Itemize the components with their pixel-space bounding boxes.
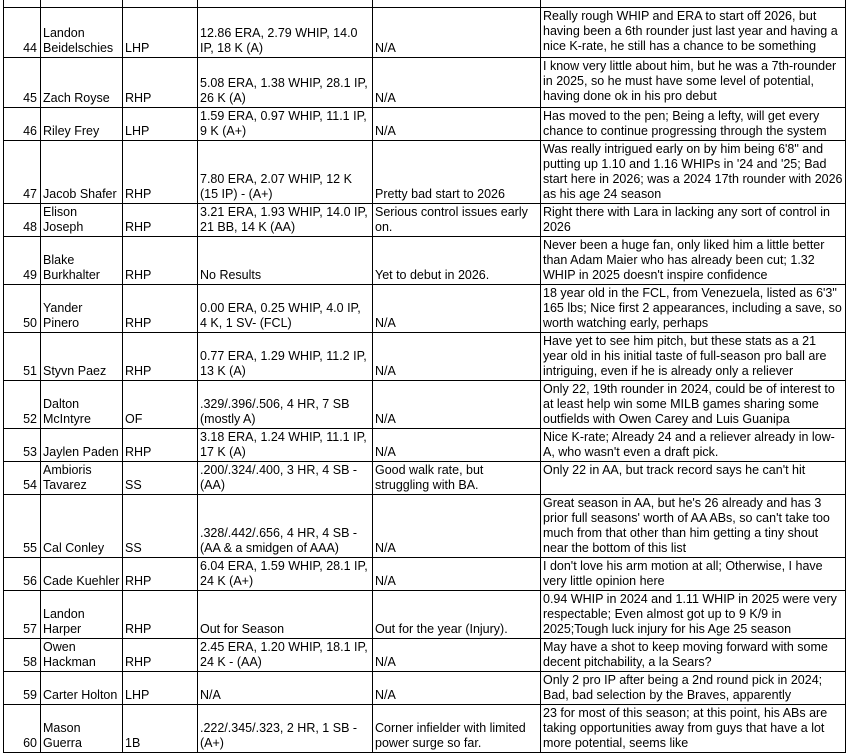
row-number-cell[interactable]: 44 [4, 8, 41, 58]
stats-cell[interactable] [198, 0, 373, 8]
stats-cell[interactable]: 0.77 ERA, 1.29 WHIP, 11.2 IP, 13 K (A) [198, 333, 373, 381]
flag-cell[interactable]: N/A [373, 333, 541, 381]
notes-cell[interactable]: Only 22, 19th rounder in 2024, could be of interest to at least help win some MILB games sharing some outfields with Owen Carey and Luis Guanipa [541, 381, 846, 429]
row-number-cell[interactable]: 58 [4, 639, 41, 672]
position-cell[interactable]: RHP [123, 204, 198, 237]
player-name-cell[interactable]: Ambioris Tavarez [41, 462, 123, 495]
table-row [4, 639, 846, 672]
position-cell[interactable]: LHP [123, 8, 198, 58]
stats-cell[interactable]: 7.80 ERA, 2.07 WHIP, 12 K (15 IP) - (A+) [198, 141, 373, 204]
table-row [4, 672, 846, 705]
table-row [4, 58, 846, 108]
table-row [4, 495, 846, 558]
table-row [4, 558, 846, 591]
stats-cell[interactable]: Out for Season [198, 591, 373, 639]
table-row-top-cut [4, 0, 846, 8]
notes-cell[interactable]: Have yet to see him pitch, but these stats as a 21 year old in his initial taste of full-season pro ball are intriguing, even if he is already only a reliever [541, 333, 846, 381]
player-name-cell[interactable]: Mason Guerra [41, 705, 123, 753]
position-cell[interactable] [123, 0, 198, 8]
player-name-cell[interactable]: Dalton McIntyre [41, 381, 123, 429]
table-row [4, 8, 846, 58]
stats-cell[interactable]: 0.00 ERA, 0.25 WHIP, 4.0 IP, 4 K, 1 SV- (FCL) [198, 285, 373, 333]
row-number-cell[interactable]: 46 [4, 108, 41, 141]
player-name-cell[interactable]: Jaylen Paden [41, 429, 123, 462]
player-name-cell[interactable]: Zach Royse [41, 58, 123, 108]
player-name-cell[interactable]: Owen Hackman [41, 639, 123, 672]
notes-cell[interactable]: Nice K-rate; Already 24 and a reliever already in low-A, who wasn't even a draft pick. [541, 429, 846, 462]
flag-cell[interactable]: N/A [373, 285, 541, 333]
notes-cell[interactable] [541, 0, 846, 8]
notes-cell[interactable]: Only 22 in AA, but track record says he can't hit [541, 462, 846, 495]
position-cell[interactable]: LHP [123, 108, 198, 141]
stats-cell[interactable]: .328/.442/.656, 4 HR, 4 SB - (AA & a smidgen of AAA) [198, 495, 373, 558]
notes-cell[interactable]: Really rough WHIP and ERA to start off 2026, but having been a 6th rounder just last year and having a nice K-rate, he still has a chance to be something [541, 8, 846, 58]
position-cell[interactable]: OF [123, 381, 198, 429]
row-number-cell[interactable]: 45 [4, 58, 41, 108]
row-number-cell[interactable]: 49 [4, 237, 41, 285]
position-cell[interactable]: RHP [123, 429, 198, 462]
flag-cell[interactable]: Out for the year (Injury). [373, 591, 541, 639]
table-row [4, 237, 846, 285]
row-number-cell[interactable]: 59 [4, 672, 41, 705]
player-name-cell[interactable]: Riley Frey [41, 108, 123, 141]
row-number-cell[interactable]: 60 [4, 705, 41, 753]
flag-cell[interactable]: Corner infielder with limited power surge so far. [373, 705, 541, 753]
flag-cell[interactable]: Serious control issues early on. [373, 204, 541, 237]
notes-cell[interactable]: 0.94 WHIP in 2024 and 1.11 WHIP in 2025 were very respectable; Even almost got up to 9 K/9 in 2025;Tough luck injury for his Age 25 season [541, 591, 846, 639]
row-number-cell[interactable]: 53 [4, 429, 41, 462]
flag-cell[interactable]: Yet to debut in 2026. [373, 237, 541, 285]
position-cell[interactable]: RHP [123, 58, 198, 108]
stats-cell[interactable]: 6.04 ERA, 1.59 WHIP, 28.1 IP, 24 K (A+) [198, 558, 373, 591]
flag-cell[interactable]: N/A [373, 558, 541, 591]
stats-cell[interactable]: 12.86 ERA, 2.79 WHIP, 14.0 IP, 18 K (A) [198, 8, 373, 58]
notes-cell[interactable]: May have a shot to keep moving forward with some decent pitchability, a la Sears? [541, 639, 846, 672]
player-name-cell[interactable]: Styvn Paez [41, 333, 123, 381]
row-number-cell[interactable]: 48 [4, 204, 41, 237]
stats-cell[interactable]: N/A [198, 672, 373, 705]
flag-cell[interactable]: N/A [373, 381, 541, 429]
player-name-cell[interactable] [41, 0, 123, 8]
position-cell[interactable]: RHP [123, 333, 198, 381]
flag-cell[interactable] [373, 0, 541, 8]
table-row [4, 285, 846, 333]
table-row [4, 591, 846, 639]
flag-cell[interactable]: N/A [373, 672, 541, 705]
notes-cell[interactable]: Never been a huge fan, only liked him a little better than Adam Maier who has already been cut; 1.32 WHIP in 2025 doesn't inspire confidence [541, 237, 846, 285]
player-name-cell[interactable]: Yander Pinero [41, 285, 123, 333]
player-name-cell[interactable]: Cal Conley [41, 495, 123, 558]
player-name-cell[interactable]: Carter Holton [41, 672, 123, 705]
row-number-cell[interactable]: 54 [4, 462, 41, 495]
position-cell[interactable]: RHP [123, 558, 198, 591]
row-number-cell[interactable]: 50 [4, 285, 41, 333]
table-row [4, 108, 846, 141]
flag-cell[interactable]: Pretty bad start to 2026 [373, 141, 541, 204]
player-name-cell[interactable]: Cade Kuehler [41, 558, 123, 591]
flag-cell[interactable]: N/A [373, 495, 541, 558]
row-number-cell[interactable]: 56 [4, 558, 41, 591]
flag-cell[interactable]: Good walk rate, but struggling with BA. [373, 462, 541, 495]
position-cell[interactable]: LHP [123, 672, 198, 705]
table-row [4, 141, 846, 204]
table-row [4, 333, 846, 381]
row-number-cell[interactable]: 57 [4, 591, 41, 639]
stats-cell[interactable]: 5.08 ERA, 1.38 WHIP, 28.1 IP, 26 K (A) [198, 58, 373, 108]
position-cell[interactable]: RHP [123, 285, 198, 333]
position-cell[interactable]: 1B [123, 705, 198, 753]
position-cell[interactable]: RHP [123, 141, 198, 204]
row-number-cell[interactable] [4, 0, 41, 8]
player-name-cell[interactable]: Landon Beidelschies [41, 8, 123, 58]
stats-cell[interactable]: No Results [198, 237, 373, 285]
notes-cell[interactable]: 18 year old in the FCL, from Venezuela, listed as 6'3" 165 lbs; Nice first 2 appearances, including a save, so worth watching early, perhaps [541, 285, 846, 333]
player-name-cell[interactable]: Jacob Shafer [41, 141, 123, 204]
flag-cell[interactable]: N/A [373, 58, 541, 108]
stats-cell[interactable]: 1.59 ERA, 0.97 WHIP, 11.1 IP, 9 K (A+) [198, 108, 373, 141]
row-number-cell[interactable]: 52 [4, 381, 41, 429]
table-row [4, 462, 846, 495]
stats-cell[interactable]: 3.18 ERA, 1.24 WHIP, 11.1 IP, 17 K (A) [198, 429, 373, 462]
position-cell[interactable]: RHP [123, 639, 198, 672]
notes-cell[interactable]: Great season in AA, but he's 26 already and has 3 prior full seasons' worth of AA ABs, so can't take too much from that other than him getting a tiny shout near the bottom of this list [541, 495, 846, 558]
stats-cell[interactable]: .329/.396/.506, 4 HR, 7 SB (mostly A) [198, 381, 373, 429]
notes-cell[interactable]: Only 2 pro IP after being a 2nd round pick in 2024; Bad, bad selection by the Braves, apparently [541, 672, 846, 705]
table-row [4, 429, 846, 462]
position-cell[interactable]: RHP [123, 237, 198, 285]
table-row [4, 381, 846, 429]
flag-cell[interactable]: N/A [373, 429, 541, 462]
row-number-cell[interactable]: 55 [4, 495, 41, 558]
prospect-table [3, 0, 846, 753]
row-number-cell[interactable]: 47 [4, 141, 41, 204]
notes-cell[interactable]: 23 for most of this season; at this point, his ABs are taking opportunities away from guys that have a lot more potential, seems like [541, 705, 846, 753]
position-cell[interactable]: SS [123, 462, 198, 495]
row-number-cell[interactable]: 51 [4, 333, 41, 381]
player-name-cell[interactable]: Blake Burkhalter [41, 237, 123, 285]
position-cell[interactable]: SS [123, 495, 198, 558]
notes-cell[interactable]: Right there with Lara in lacking any sort of control in 2026 [541, 204, 846, 237]
stats-cell[interactable]: .222/.345/.323, 2 HR, 1 SB - (A+) [198, 705, 373, 753]
position-cell[interactable]: RHP [123, 591, 198, 639]
stats-cell[interactable]: 3.21 ERA, 1.93 WHIP, 14.0 IP, 21 BB, 14 K (AA) [198, 204, 373, 237]
player-name-cell[interactable]: Elison Joseph [41, 204, 123, 237]
notes-cell[interactable]: Has moved to the pen; Being a lefty, will get every chance to continue progressing through the system [541, 108, 846, 141]
stats-cell[interactable]: 2.45 ERA, 1.20 WHIP, 18.1 IP, 24 K - (AA) [198, 639, 373, 672]
stats-cell[interactable]: .200/.324/.400, 3 HR, 4 SB - (AA) [198, 462, 373, 495]
flag-cell[interactable]: N/A [373, 639, 541, 672]
table-row [4, 705, 846, 753]
notes-cell[interactable]: I know very little about him, but he was a 7th-rounder in 2025, so he must have some level of potential, having done ok in his pro debut [541, 58, 846, 108]
flag-cell[interactable]: N/A [373, 108, 541, 141]
player-name-cell[interactable]: Landon Harper [41, 591, 123, 639]
notes-cell[interactable]: Was really intrigued early on by him being 6'8" and putting up 1.10 and 1.16 WHIPs in '24 and '25; Bad start here in 2026; was a 2024 17th rounder with 2026 as his age 24 season [541, 141, 846, 204]
flag-cell[interactable]: N/A [373, 8, 541, 58]
table-row [4, 204, 846, 237]
notes-cell[interactable]: I don't love his arm motion at all; Otherwise, I have very little opinion here [541, 558, 846, 591]
